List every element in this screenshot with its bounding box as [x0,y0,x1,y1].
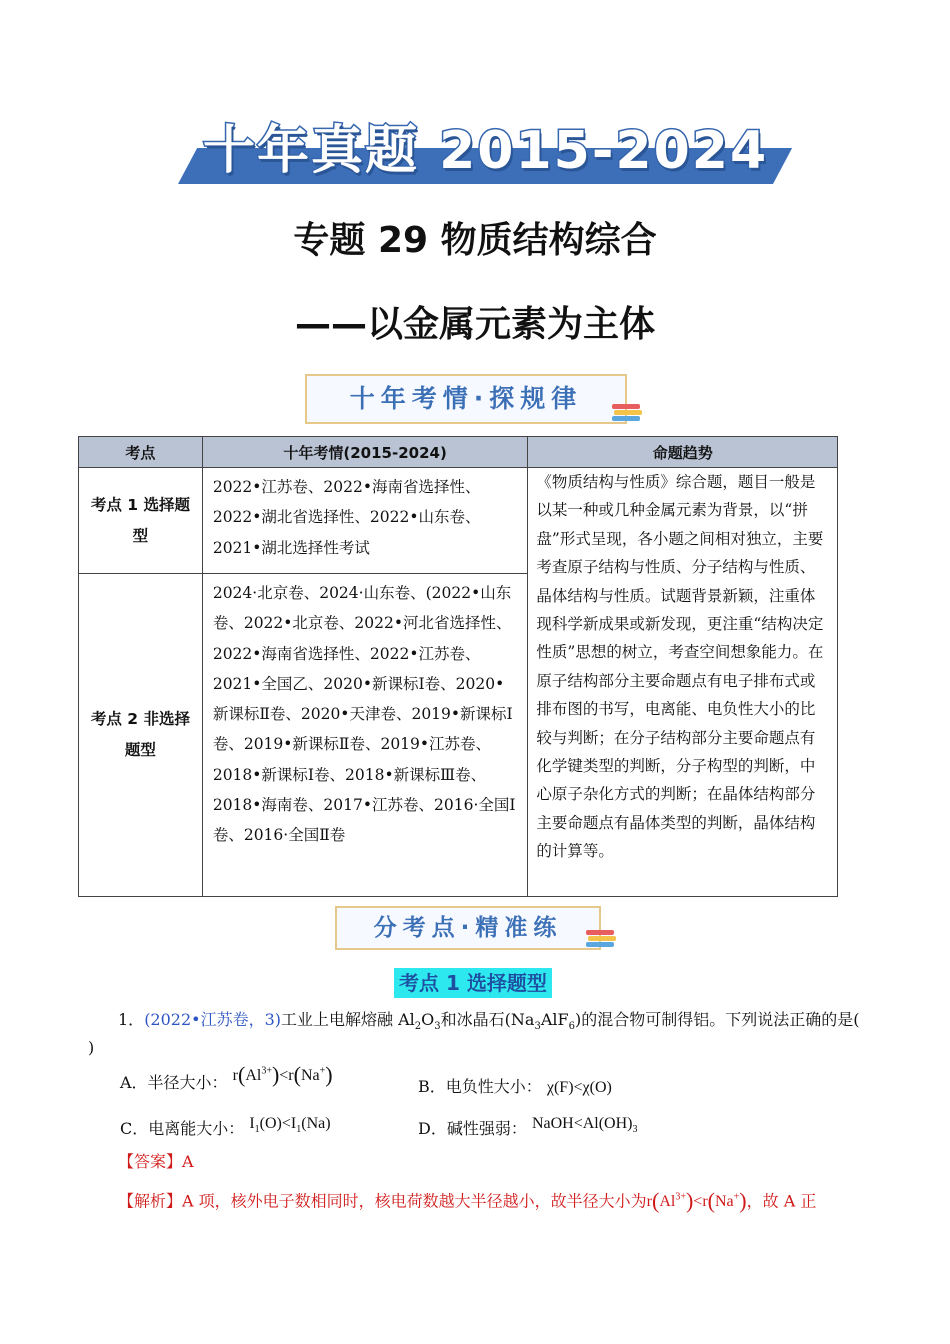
subscript: 2 [414,1021,422,1033]
stem-text: 工业上电解熔融 Al [281,1010,415,1029]
table-header-row [79,437,838,468]
answer-value: A [182,1152,194,1171]
answer-line [118,1150,194,1174]
analysis-formula: $r(Al^{3+})<r(Na^+)$ [646,1188,747,1214]
kaodian-label: 题型 [124,741,156,759]
section-label-ten-year: 十年考情·探规律 [305,374,627,424]
option-formula: $r(Al^{3+})<r(Na^+)$ [232,1062,333,1087]
years-cell: 2024·北京卷、2024·山东卷、(2022•山东卷、2022•北京卷、2022•河北省选择性、2022•海南省选择性、2022•江苏卷、2021•全国乙、2020•新课标Ⅰ卷、2020•新课标Ⅱ卷、2020•天津卷、2019•新课标Ⅰ卷、2019•新课标Ⅱ卷、2019•江苏卷、2018•新课标Ⅰ卷、2018•新课标Ⅲ卷、2018•海南卷、2017•江苏卷、2016·全国Ⅰ卷、2016·全国Ⅱ卷 [202,574,528,897]
question-stem [118,1008,878,1039]
formula-text: NaOH<Al(OH) [531,1115,633,1132]
option-c[interactable] [120,1116,331,1141]
question-source: (2022•江苏卷，3) [144,1010,282,1029]
kaodian-cell [79,574,203,897]
kaodian-1-title: 考点 1 选择题型 [394,968,552,998]
stem-text: AlF [540,1010,569,1029]
page-title: 专题 29 物质结构综合 [293,220,657,261]
stem-text: )的混合物可制得铝。下列说法正确的是( [574,1010,860,1029]
trend-cell: 《物质结构与性质》综合题，题目一般是以某一种或几种金属元素为背景，以“拼盘”形式呈现，各小题之间相对独立，主要考查原子结构与性质、分子结构与性质、晶体结构与性质。试题背景新颖，注重体现科学新成果或新发现，更注重“结构决定性质”思想的树立，考查空间想象能力。在原子结构部分主要命题点有电子排布式或排布图的书写，电离能、电负性大小的比较与判断；在分子结构部分主要命题点有化学键类型的判断，分子构型的判断，中心原子杂化方式的判断；在晶体结构部分主要命题点有晶体类型的判断，晶体结构的计算等。 [528,468,838,897]
question-stem-end: ) [88,1038,95,1057]
kaodian-label: 考点 2 非选择 [90,710,190,728]
title-banner [178,118,773,186]
stem-text: O [421,1010,435,1029]
kaodian-label: 考点 1 选择题 [90,495,190,514]
stem-text: 和冰晶石(Na [440,1010,535,1029]
analysis-text: ，故 A 正 [746,1191,817,1211]
header-ten-year: 十年考情(2015-2024) [202,437,528,468]
option-label: B．电负性大小： [418,1077,542,1096]
option-label: A．半径大小： [120,1073,228,1092]
option-formula [531,1115,638,1136]
analysis-line [118,1186,816,1214]
option-label: C．电离能大小： [120,1119,245,1138]
subscript: 6 [568,1021,575,1033]
subscript: 3 [632,1124,638,1136]
option-d[interactable] [418,1116,638,1141]
option-formula: $I_1(O)<I_1(Na)$ [249,1115,331,1136]
option-formula: χ(F)<χ(O) [546,1079,612,1096]
option-a[interactable] [120,1062,333,1096]
banner-text: 十年真题 2015-2024 [203,121,769,181]
option-b[interactable] [418,1074,612,1097]
kaodian-cell [79,468,203,574]
section-label-practice: 分考点·精准练 [335,906,601,950]
books-icon [612,404,642,426]
table-row [79,468,838,574]
header-trend: 命题趋势 [528,437,838,468]
books-icon [586,930,616,952]
option-label: D．碱性强弱： [418,1119,527,1138]
years-cell: 2022•江苏卷、2022•海南省选择性、2022•湖北省选择性、2022•山东卷、2021•湖北选择性考试 [202,468,528,574]
page-subtitle: ——以金属元素为主体 [294,304,655,345]
analysis-tag: 【解析】 [118,1191,183,1211]
answer-tag: 【答案】 [118,1152,183,1171]
kaodian-label: 型 [132,526,149,545]
subscript: 3 [434,1021,441,1033]
subscript: 3 [534,1021,541,1033]
header-kaodian: 考点 [79,437,203,468]
question-number: 1． [118,1010,145,1029]
analysis-text: A 项，核外电子数相同时，核电荷数越大半径越小，故半径大小为 [182,1191,647,1211]
exam-overview-table [78,436,838,897]
